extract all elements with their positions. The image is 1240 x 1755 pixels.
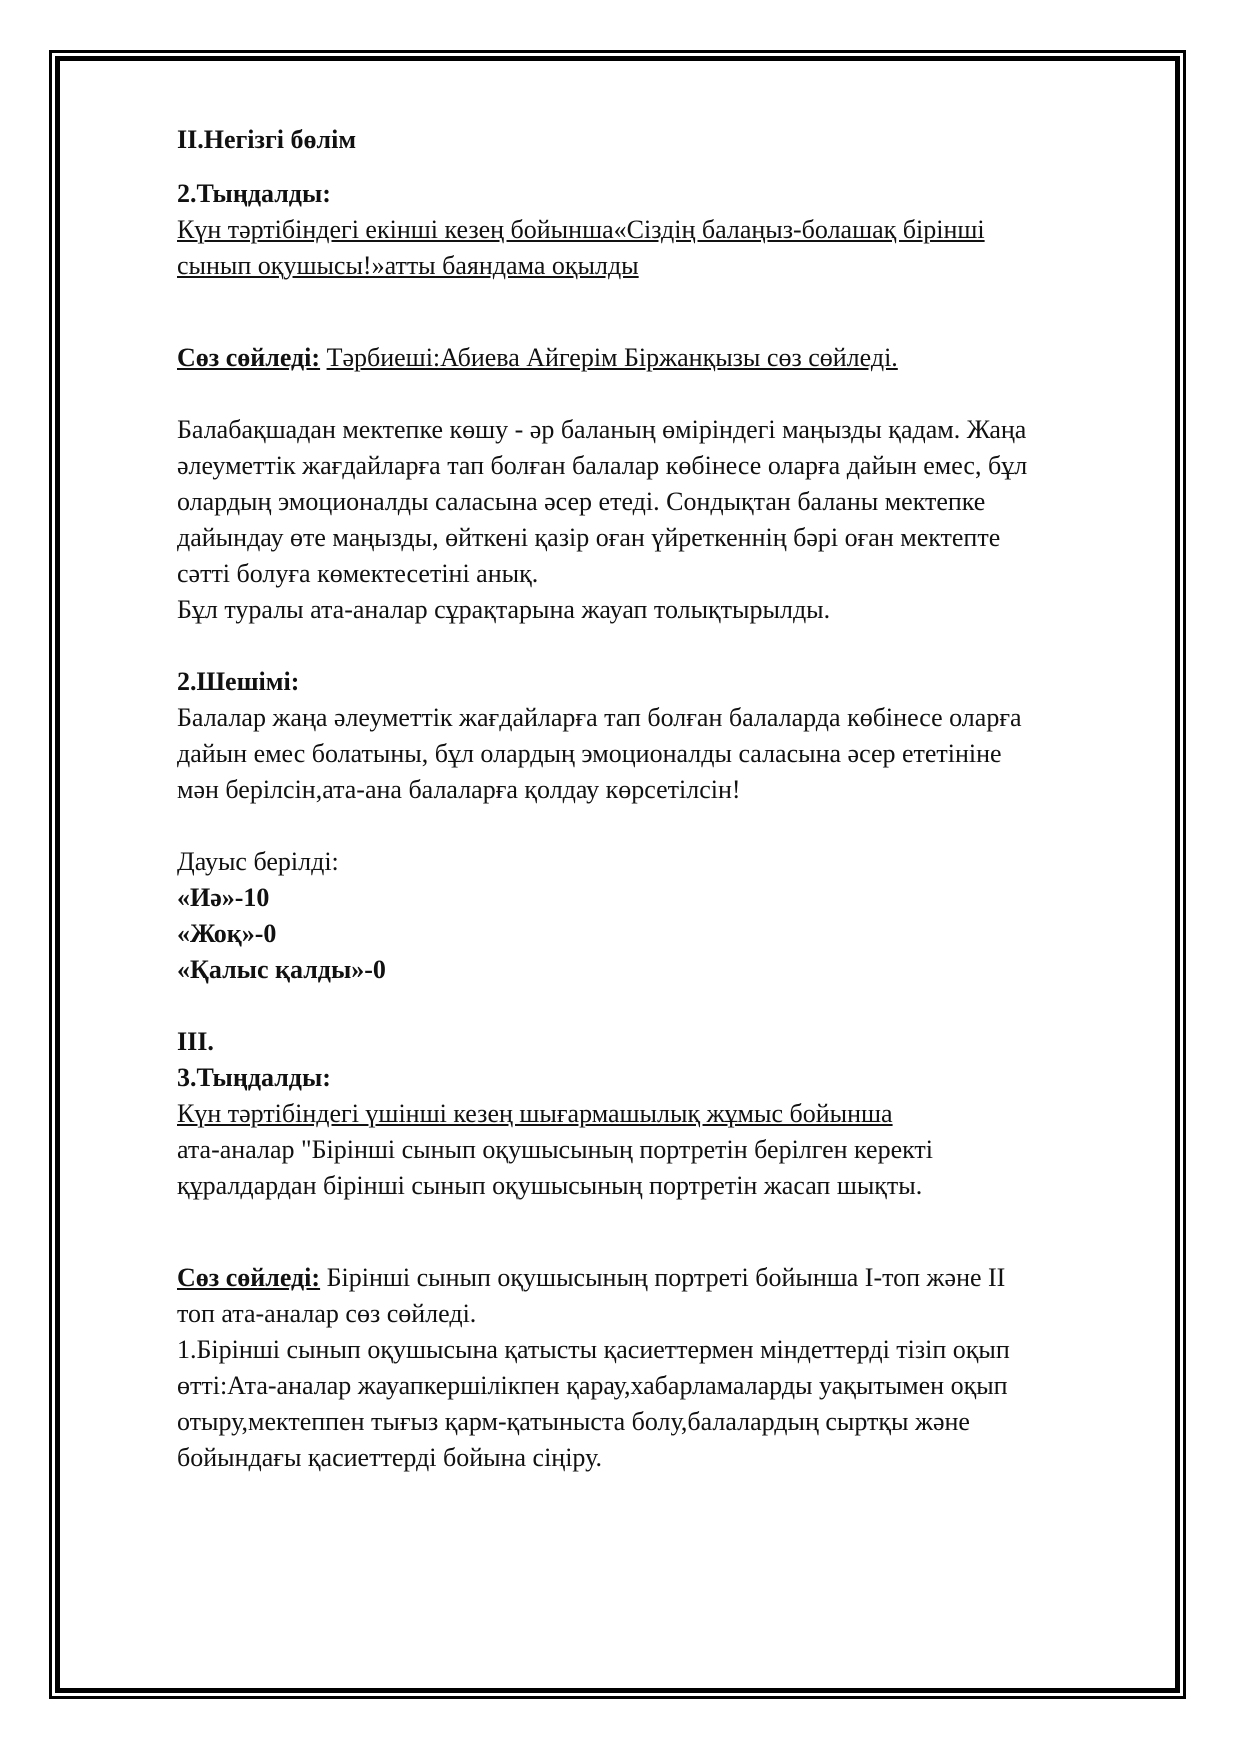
section-2-paragraph-line-1: Балабақшадан мектепке көшу - әр баланың өміріндегі маңызды қадам. Жаңа (177, 415, 1027, 444)
vote-abstain: «Қалыс қалды»-0 (177, 955, 386, 984)
vote-label: Дауыс берілді: (177, 847, 339, 876)
section-3-listened-underlined: Күн тәртібіндегі үшінші кезең шығармашылық жұмыс бойынша (177, 1099, 893, 1128)
section-3-list-line-3: отыру,мектеппен тығыз қарм-қатыныста болу,балалардың сыртқы және (177, 1407, 970, 1436)
section-3-speaker-continuation: топ ата-аналар сөз сөйледі. (177, 1299, 477, 1328)
section-3-listened-line-2: құралдардан бірінші сынып оқушысының портретін жасап шықты. (177, 1171, 923, 1200)
section-2-listened-line-1: Күн тәртібіндегі екінші кезең бойынша«Сіздің балаңыз-болашақ бірінші (177, 215, 985, 244)
section-3-list-line-2: өтті:Ата-аналар жауапкершілікпен қарау,хабарламаларды уақытымен оқып (177, 1371, 1008, 1400)
section-2-paragraph-line-3: олардың эмоционалды саласына әсер етеді. Сондықтан баланы мектепке (177, 487, 986, 516)
section-2-decision-line-2: дайын емес болатыны, бұл олардың эмоционалды саласына әсер ететініне (177, 739, 1002, 768)
vote-yes: «Иә»-10 (177, 883, 270, 912)
section-3-heading: ІІІ. (177, 1027, 214, 1056)
section-3-listened-label: 3.Тыңдалды: (177, 1063, 331, 1092)
section-2-heading: ІІ.Негізгі бөлім (177, 125, 357, 154)
section-2-speaker-line (177, 340, 1137, 376)
section-3-list-line-1: 1.Бірінші сынып оқушысына қатысты қасиеттермен міндеттерді тізіп оқып (177, 1335, 1010, 1364)
section-3-speaker-label: Сөз сөйледі: (177, 1263, 321, 1292)
section-2-listened-label: 2.Тыңдалды: (177, 179, 331, 208)
section-3-speaker-text: Бірінші сынып оқушысының портреті бойынша І-топ және ІІ (320, 1263, 1006, 1292)
section-3-list-line-4: бойындағы қасиеттерді бойына сіңіру. (177, 1443, 602, 1472)
document-body (177, 122, 1137, 1476)
section-2-decision-line-1: Балалар жаңа әлеуметтік жағдайларға тап болған балаларда көбінесе оларға (177, 703, 1022, 732)
section-2-listened-line-2: сынып оқушысы!»атты баяндама оқылды (177, 251, 639, 280)
section-2-paragraph-line-6: Бұл туралы ата-аналар сұрақтарына жауап толықтырылды. (177, 595, 831, 624)
section-2-decision-line-3: мән берілсін,ата-ана балаларға қолдау көрсетілсін! (177, 775, 741, 804)
section-3-speaker-line (177, 1260, 1137, 1296)
section-2-paragraph-line-5: сәтті болуға көмектесетіні анық. (177, 559, 539, 588)
section-2-paragraph-line-2: әлеуметтік жағдайларға тап болған балалар көбінесе оларға дайын емес, бұл (177, 451, 1028, 480)
section-2-decision-label: 2.Шешімі: (177, 667, 300, 696)
section-2-speaker-text: Тәрбиеші:Абиева Айгерім Біржанқызы сөз сөйледі. (326, 343, 898, 372)
section-2-speaker-label: Сөз сөйледі: (177, 343, 321, 372)
section-3-listened-line-1: ата-аналар "Бірінші сынып оқушысының портретін берілген керекті (177, 1135, 933, 1164)
section-2-paragraph-line-4: дайындау өте маңызды, өйткені қазір оған үйреткеннің бәрі оған мектепте (177, 523, 1001, 552)
vote-no: «Жоқ»-0 (177, 919, 277, 948)
